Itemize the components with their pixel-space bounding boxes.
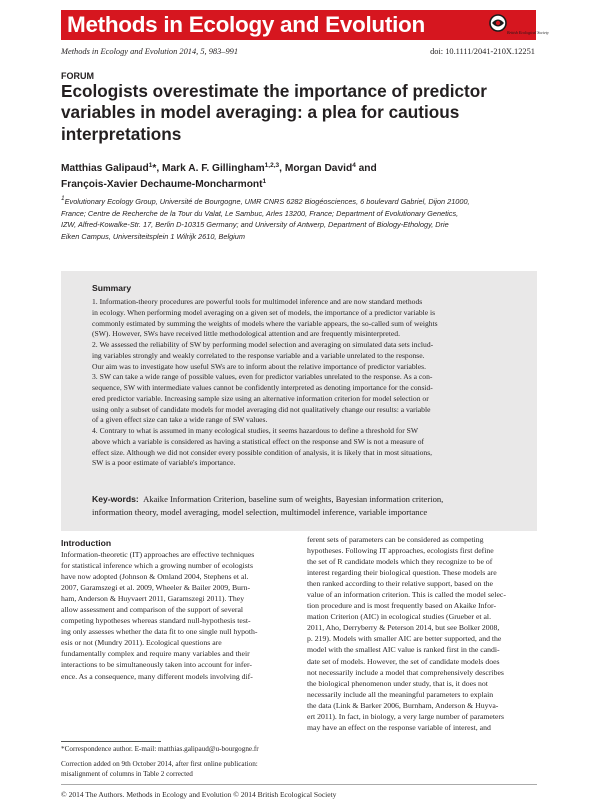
author-name[interactable]: François-Xavier Dechaume-Moncharmont [61, 178, 263, 190]
author-separator: , [279, 163, 282, 174]
summary-line: of a given effect size can take a wide range of SW values. [92, 415, 268, 425]
body-line: may have an effect on the response variable of interest, and [307, 722, 491, 732]
keywords-label: Key-words: [92, 494, 139, 504]
correction-line: Correction added on 9th October 2014, after first online publication: [61, 760, 258, 768]
affiliation-line: $^1$Evolutionary Ecology Group, Université de Bourgogne, UMR CNRS 6282 Biogéosciences, 6 boulevard Gabriel, Dijon 21000, [61, 195, 470, 206]
body-line: hypotheses. Following IT approaches, ecologists first define [307, 546, 494, 556]
author-affil-sup: 1 [262, 177, 267, 185]
summary-line: effect size. Although we did not consider every possible condition of analysis, it is likely that in most situations, [92, 447, 433, 457]
doi-link[interactable]: doi: 10.1111/2041-210X.12251 [430, 47, 535, 56]
body-line: ham, Anderson & Huyvaert 2011, Garamszegi 2011). They [61, 594, 245, 604]
summary-line: Our aim was to investigate how useful SWs are to inform about the relative importance of predictor variables. [92, 361, 427, 371]
summary-line: SW is a poor estimate of variable's importance. [92, 458, 236, 468]
body-line: p. 219). Models with smaller AIC are better supported, and the [307, 634, 502, 644]
body-line: the data (Link & Barker 2006, Burnham, Anderson & Huyva- [307, 700, 499, 710]
body-line: ferent sets of parameters can be considered as competing [307, 535, 484, 544]
body-line: fundamentally complex and require many variables and their [61, 649, 250, 659]
body-line: competing hypotheses whereas standard null-hypothesis test- [61, 616, 251, 626]
summary-line: above which a variable is considered as having a statistical effect on the response and SW is not a measure of [92, 436, 425, 446]
body-line: tion procedure and is most frequently based on Akaike Infor- [307, 601, 497, 611]
correction-line: misalignment of columns in Table 2 corrected [61, 769, 193, 778]
body-line: value of an information criterion. This is called the model selec- [307, 590, 506, 600]
summary-line: 3. SW can take a wide range of possible values, even for predictor variables unrelated to the response. As a con- [92, 372, 433, 382]
body-line: model with the smallest AIC value is ranked first in the candi- [307, 645, 500, 655]
body-line: ing only assesses whether the data fit to one single null hypoth- [61, 627, 258, 637]
summary-line: (SW). However, SWs have received little methodological attention and are frequently misinterpreted. [92, 329, 400, 339]
journal-title: Methods in Ecology and Evolution [67, 12, 425, 37]
summary-line: 2. We assessed the reliability of SW by performing model selection and averaging on simulated data sets includ- [92, 340, 434, 349]
summary-line: 1. Information-theory procedures are powerful tools for multimodel inference and are now standard methods [92, 297, 423, 306]
summary-line: in ecology. When performing model averaging on a given set of models, the importance of a predictor variable is [92, 307, 436, 317]
body-column-left [61, 549, 291, 682]
title-line: variables in model averaging: a plea for cautious [61, 102, 460, 123]
keywords-line: Key-words: Akaike Information Criterion, baseline sum of weights, Bayesian information criterion, [92, 494, 444, 504]
body-line: interactions to be simultaneously taken into account for infer- [61, 660, 252, 670]
summary-line: commonly estimated by summing the weights of models where the variable appears, the so-called sum of weights [92, 318, 438, 328]
affiliation-line: France; Centre de Recherche de la Tour du Valat, Le Sambuc, Arles 13200, France; Department of Evolutionary Genetics, [61, 208, 459, 218]
page-footer-divider [61, 784, 537, 785]
author-affil-sup: 1 [148, 162, 153, 169]
journal-banner [61, 10, 536, 40]
summary-line: ered predictor variable. Increasing sample size using an alternative information criterion for model selection or [92, 393, 429, 403]
summary-text [92, 297, 516, 469]
summary-line: 4. Contrary to what is assumed in many ecological studies, it seems hazardous to define a threshold for SW [92, 426, 419, 435]
author-separator: *, [152, 163, 160, 174]
author-separator: and [355, 163, 377, 174]
body-line: ert 2011). In fact, in biology, a very large number of parameters [307, 711, 505, 721]
article-section-label: FORUM [61, 71, 94, 81]
introduction-heading: Introduction [61, 538, 112, 548]
footnote-divider [61, 741, 161, 742]
summary-heading: Summary [92, 283, 132, 293]
title-line: Ecologists overestimate the importance of predictor [61, 81, 487, 101]
correspondence-footnote: *Correspondence author. E-mail: matthias.galipaud@u-bourgogne.fr [61, 745, 259, 753]
body-line: for statistical inference which a growing number of ecologists [61, 561, 253, 571]
summary-line: using only a subset of candidate models for model averaging did not qualitatively change our results: a variable [92, 404, 431, 414]
body-line: date set of models. However, the set of candidate models does [307, 656, 500, 666]
body-line: necessarily include all the meaningful parameters to explain [307, 689, 494, 699]
body-line: the set of R candidate models which they recognize to be of [307, 557, 493, 567]
affiliation-line: Eiken Campus, Universiteitsplein 1 Wilrijk 2610, Belgium [61, 231, 246, 241]
author-name[interactable]: Matthias Galipaud [61, 163, 149, 174]
body-line: 2011, Aho, Derryberry & Peterson 2014, but see Bolker 2008, [307, 623, 500, 633]
running-head-citation: Methods in Ecology and Evolution 2014, 5, 983–991 [61, 47, 239, 56]
author-line [61, 161, 541, 177]
keywords [92, 493, 516, 518]
summary-line: ing variables strongly and weakly correlated to the response variable and a variable unrelated to the response. [92, 350, 425, 360]
body-line: interest regarding their biological question. These models are [307, 568, 497, 578]
british-ecological-society-logo [483, 14, 549, 36]
body-line: not necessarily include a model that comprehensively describes [307, 667, 504, 677]
affiliation-line: IZW, Alfred-Kowalke-Str. 17, Berlin D-10315 Germany; and University of Antwerp, Department of Biology-Ethology, Drie [61, 220, 449, 230]
article-title [61, 81, 541, 145]
author-name[interactable]: Morgan David [284, 163, 353, 174]
body-line: esis or not (Mundry 2011). Ecological questions are [61, 638, 222, 648]
keywords-line: information theory, model averaging, model selection, multimodel inference, variable importance [92, 506, 428, 517]
body-line: allow assessment and comparison of the support of several [61, 605, 244, 615]
body-line: then ranked according to their relative support, based on the [307, 579, 493, 589]
correction-footnote [61, 760, 301, 779]
body-line: mation Criterion (AIC) in ecological studies (Grueber et al. [307, 612, 492, 622]
copyright-notice: © 2014 The Authors. Methods in Ecology and Evolution © 2014 British Ecological Society [61, 790, 337, 799]
body-line: Information-theoretic (IT) approaches are effective techniques [61, 550, 255, 559]
body-line: 2007, Garamszegi et al. 2009, Wheeler & Bailer 2009, Burn- [61, 583, 251, 593]
body-column-right [307, 534, 537, 733]
logo-wordmark: British Ecological Society [507, 30, 549, 35]
body-line: ence. As a consequence, many different models involving dif- [61, 671, 253, 681]
body-line: have now adopted (Johnson & Omland 2004, Stephens et al. [61, 572, 249, 582]
author-list [61, 161, 541, 192]
author-affil-sup: 1,2,3 [264, 162, 280, 169]
summary-line: sequence, SW with intermediate values cannot be confidently interpreted as denoting importance for the consid- [92, 383, 433, 392]
author-line [61, 177, 541, 193]
title-line: interpretations [61, 123, 182, 144]
body-line: the biological phenomenon under study, that is, it does not [307, 678, 488, 688]
author-affil-sup: 4 [352, 162, 356, 169]
affiliations [61, 196, 539, 242]
author-name[interactable]: Mark A. F. Gillingham [162, 163, 265, 174]
